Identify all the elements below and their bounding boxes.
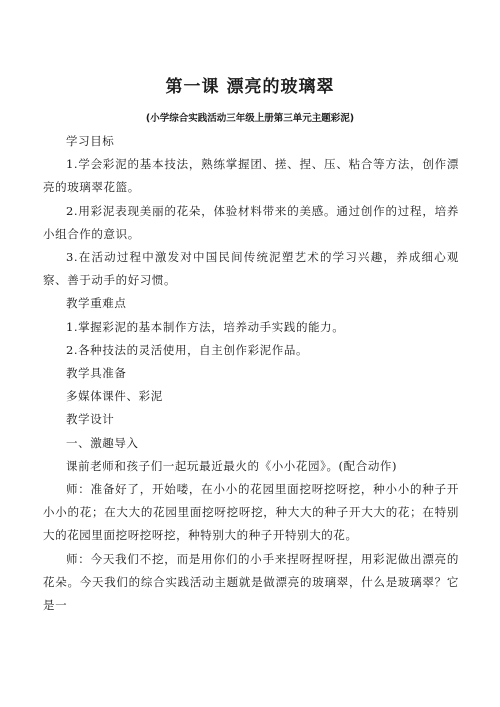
- paragraph-intro-heading: 一、激趣导入: [66, 435, 139, 450]
- paragraph-goal-2: 2.用彩泥表现美丽的花朵，体验材料带来的美感。通过创作的过程，培养小组合作的意识。: [43, 203, 459, 241]
- paragraph-key-1: 1.掌握彩泥的基本制作方法，培养动手实践的能力。: [66, 319, 345, 334]
- paragraph-warmup: 课前老师和孩子们一起玩最近最火的《小小花园》。(配合动作): [66, 458, 398, 473]
- paragraph-teacher-1: 师：准备好了，开始喽，在小小的花园里面挖呀挖呀挖，种小小的种子开小小的花；在大大的花园里面挖呀挖呀挖，种大大的种子开大大的花；在特别大的花园里面挖呀挖呀挖，种特别大的种子开特别大的花。: [43, 482, 459, 543]
- section-heading-learning-goals: 学习目标: [66, 134, 115, 148]
- document-title: 第一课 漂亮的玻璃翠: [165, 77, 335, 97]
- section-heading-materials: 教学具准备: [66, 366, 127, 381]
- section-heading-design: 教学设计: [66, 412, 115, 427]
- paragraph-teacher-2: 师：今天我们不挖，而是用你们的小手来捏呀捏呀捏，用彩泥做出漂亮的花朵。今天我们的综合实践活动主题就是做漂亮的玻璃翠，什么是玻璃翠？它是一: [43, 551, 459, 613]
- paragraph-key-2: 2.各种技法的灵活使用，自主创作彩泥作品。: [66, 342, 309, 357]
- document-subtitle: (小学综合实践活动三年级上册第三单元主题彩泥): [145, 113, 355, 124]
- paragraph-materials: 多媒体课件、彩泥: [66, 389, 163, 404]
- document-body: [43, 130, 459, 617]
- section-heading-key-points: 教学重难点: [66, 296, 127, 311]
- paragraph-goal-1: 1.学会彩泥的基本技法，熟练掌握团、搓、捏、压、粘合等方法，创作漂亮的玻璃翠花篮。: [43, 157, 459, 195]
- paragraph-goal-3: 3.在活动过程中激发对中国民间传统泥塑艺术的学习兴趣，养成细心观察、善于动手的好习惯。: [43, 250, 459, 288]
